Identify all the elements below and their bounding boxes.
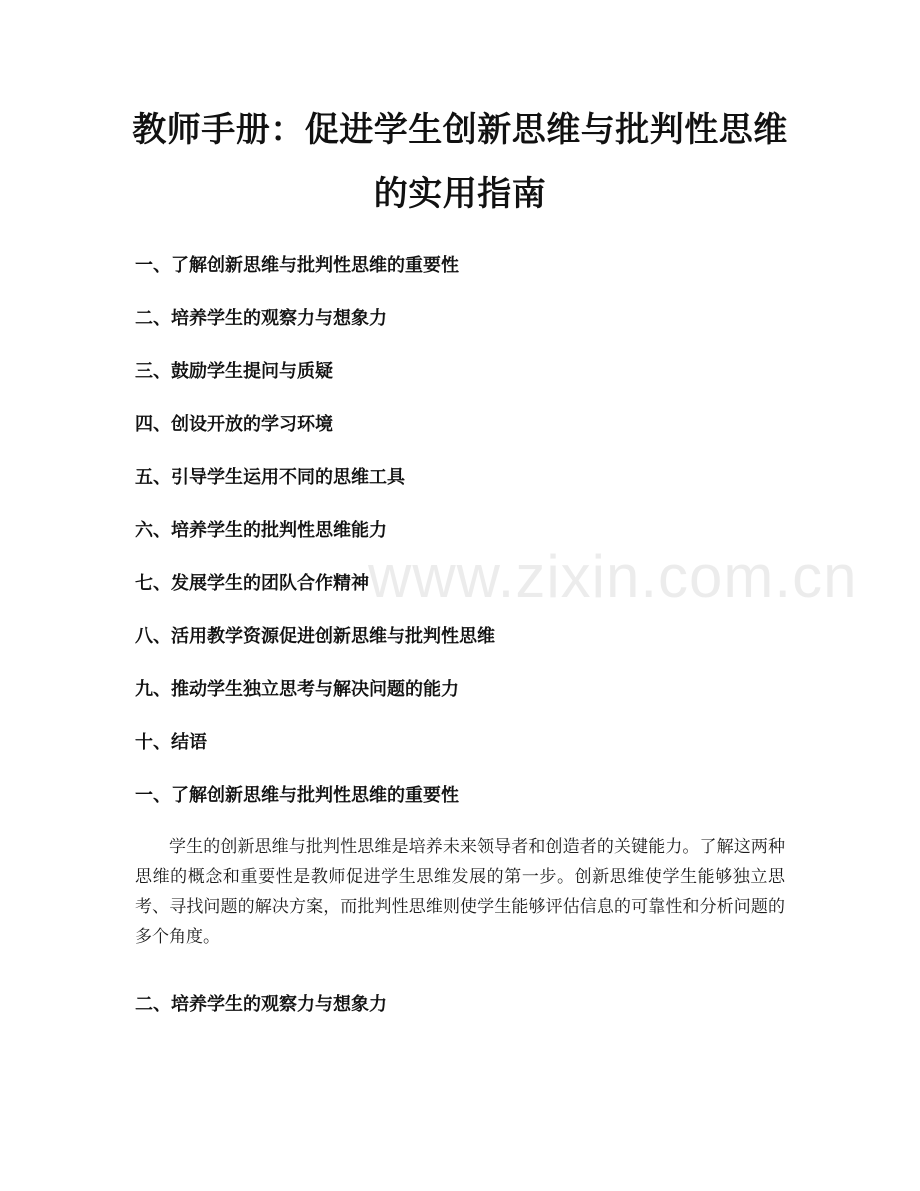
paragraph-line-4: 分析问题的多个角度。 (135, 897, 786, 947)
toc-item-2: 二、培养学生的观察力与想象力 (135, 308, 387, 329)
paragraph-line-2: 两种思维的概念和重要性是教师促进学生思维发展的第一步。创新思维使学生能够 (135, 837, 786, 887)
paragraph-line-3: 独立思考、寻找问题的解决方案，而批判性思维则使学生能够评估信息的可靠性和 (135, 867, 786, 917)
toc-item-6: 六、培养学生的批判性思维能力 (135, 520, 387, 541)
toc-item-1: 一、了解创新思维与批判性思维的重要性 (135, 255, 459, 276)
toc-item-3: 三、鼓励学生提问与质疑 (135, 361, 333, 382)
section-heading-1: 一、了解创新思维与批判性思维的重要性 (135, 785, 459, 806)
toc-item-7: 七、发展学生的团队合作精神 (135, 573, 369, 594)
paragraph-line-1: 学生的创新思维与批判性思维是培养未来领导者和创造者的关键能力。了解这 (169, 837, 751, 857)
watermark-text: www.zixin.com.cn (368, 543, 858, 610)
toc-item-9: 九、推动学生独立思考与解决问题的能力 (135, 679, 459, 700)
toc-item-4: 四、创设开放的学习环境 (135, 414, 333, 435)
toc-item-8: 八、活用教学资源促进创新思维与批判性思维 (135, 626, 495, 647)
section-1-paragraph (135, 832, 785, 952)
toc-item-10: 十、结语 (135, 732, 207, 753)
section-heading-2: 二、培养学生的观察力与想象力 (135, 994, 387, 1015)
document-title-line-2: 的实用指南 (373, 174, 547, 214)
toc-item-5: 五、引导学生运用不同的思维工具 (135, 467, 405, 488)
document-title-line-1: 教师手册：促进学生创新思维与批判性思维 (132, 110, 788, 150)
